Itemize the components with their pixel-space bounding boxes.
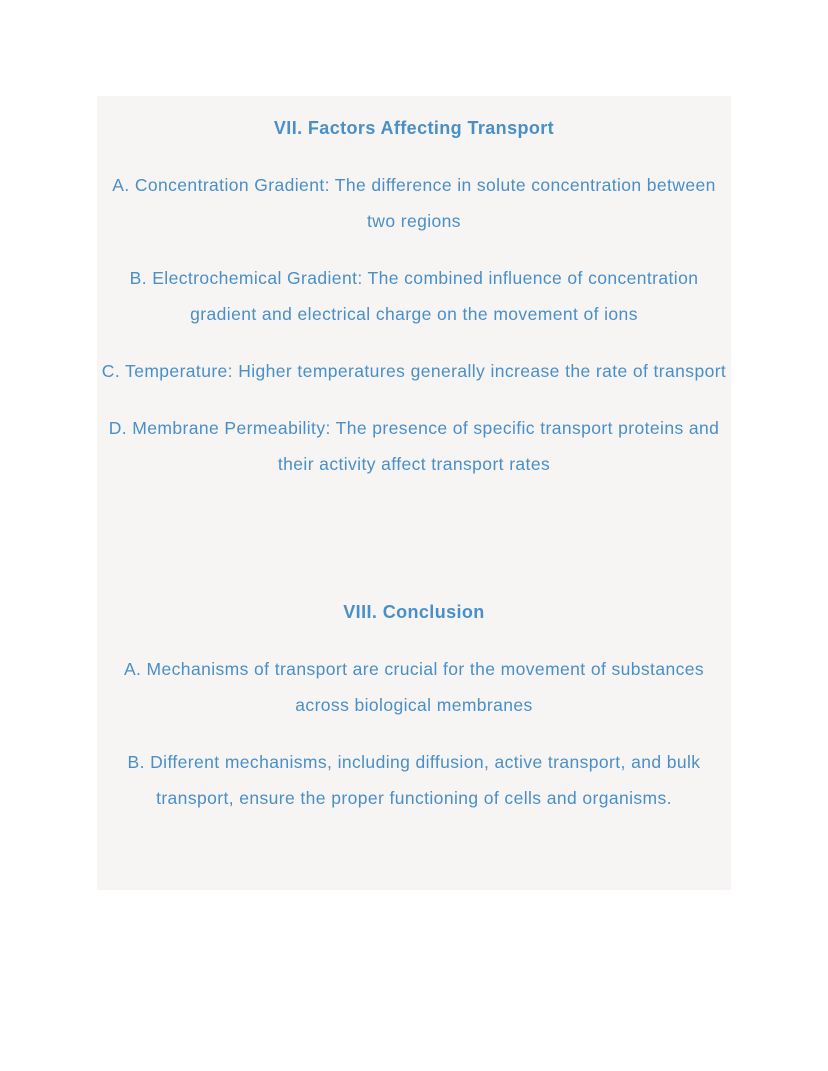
outline-item-mechanisms-crucial: A. Mechanisms of transport are crucial for the movement of substances across biological membranes [123, 659, 705, 715]
outline-item-concentration-gradient: A. Concentration Gradient: The difference in solute concentration between two regions [112, 175, 716, 231]
outline-item-membrane-permeability: D. Membrane Permeability: The presence of specific transport proteins and their activity affect transport rates [108, 418, 720, 474]
section-heading-conclusion: VIII. Conclusion [343, 602, 485, 622]
outline-item-temperature: C. Temperature: Higher temperatures generally increase the rate of transport [101, 361, 727, 381]
document-content [97, 96, 731, 890]
section-heading-factors: VII. Factors Affecting Transport [273, 118, 555, 138]
outline-item-electrochemical-gradient: B. Electrochemical Gradient: The combined influence of concentration gradient and electrical charge on the movement of ions [129, 268, 699, 324]
outline-item-different-mechanisms: B. Different mechanisms, including diffusion, active transport, and bulk transport, ensure the proper functioning of cells and organisms. [127, 752, 701, 808]
